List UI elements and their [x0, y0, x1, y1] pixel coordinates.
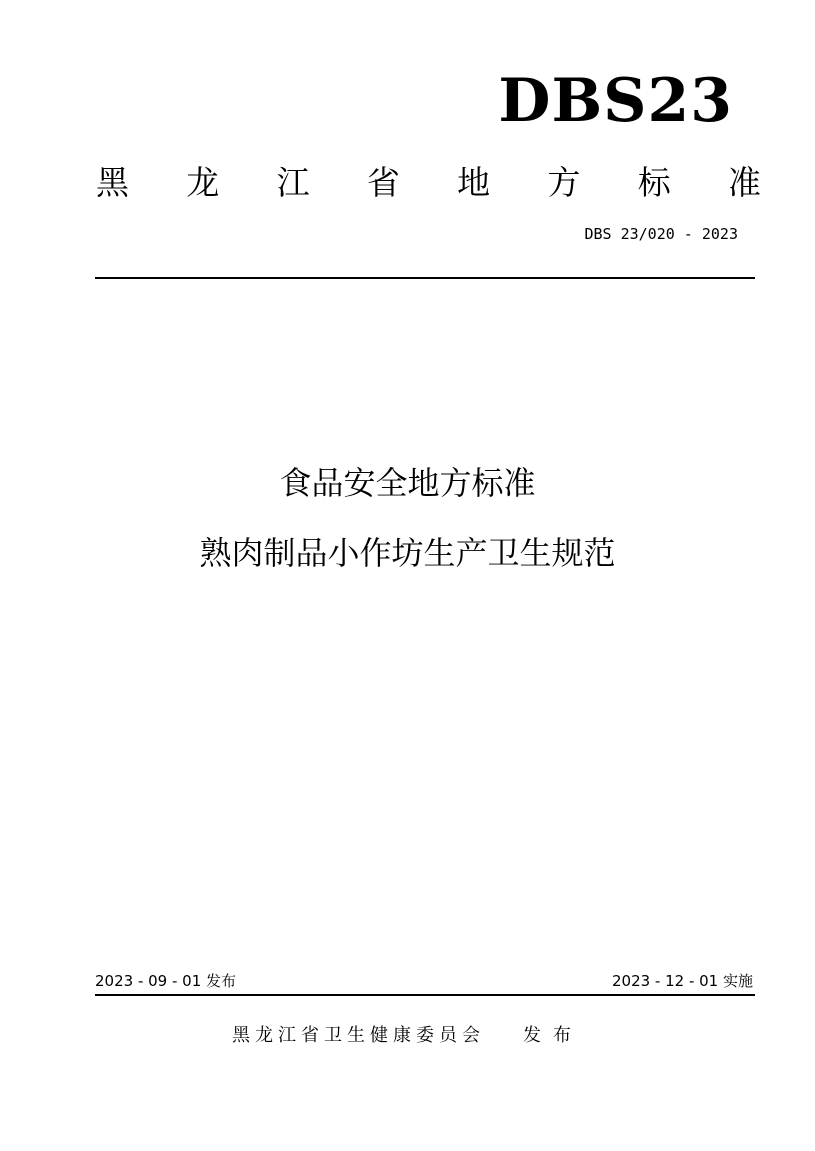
- standard-code-logo: DBS23: [498, 66, 733, 136]
- issuer-line: [0, 1023, 815, 1049]
- standard-number: DBS 23/020 - 2023: [584, 225, 738, 243]
- implementation-date: 2023 - 12 - 01 实施: [611, 972, 753, 990]
- header-divider: [95, 277, 755, 279]
- standard-type-char: 准: [727, 162, 761, 202]
- standard-type-char: 方: [547, 162, 581, 202]
- issuing-organization: 黑龙江省卫生健康委员会: [232, 1025, 485, 1046]
- issuing-action: 发布: [523, 1025, 583, 1046]
- standard-type: [96, 158, 761, 202]
- standard-type-char: 标: [637, 162, 671, 202]
- document-title-line-2: 熟肉制品小作坊生产卫生规范: [199, 534, 616, 572]
- document-title-line-1: 食品安全地方标准: [279, 464, 536, 502]
- standard-type-char: 江: [276, 162, 310, 202]
- issue-date: 2023 - 09 - 01 发布: [95, 972, 237, 990]
- standard-type-char: 省: [366, 162, 400, 202]
- standard-type-char: 地: [457, 162, 491, 202]
- standard-type-char: 黑: [96, 162, 129, 202]
- standard-type-char: 龙: [186, 162, 220, 202]
- footer-divider: [95, 994, 755, 996]
